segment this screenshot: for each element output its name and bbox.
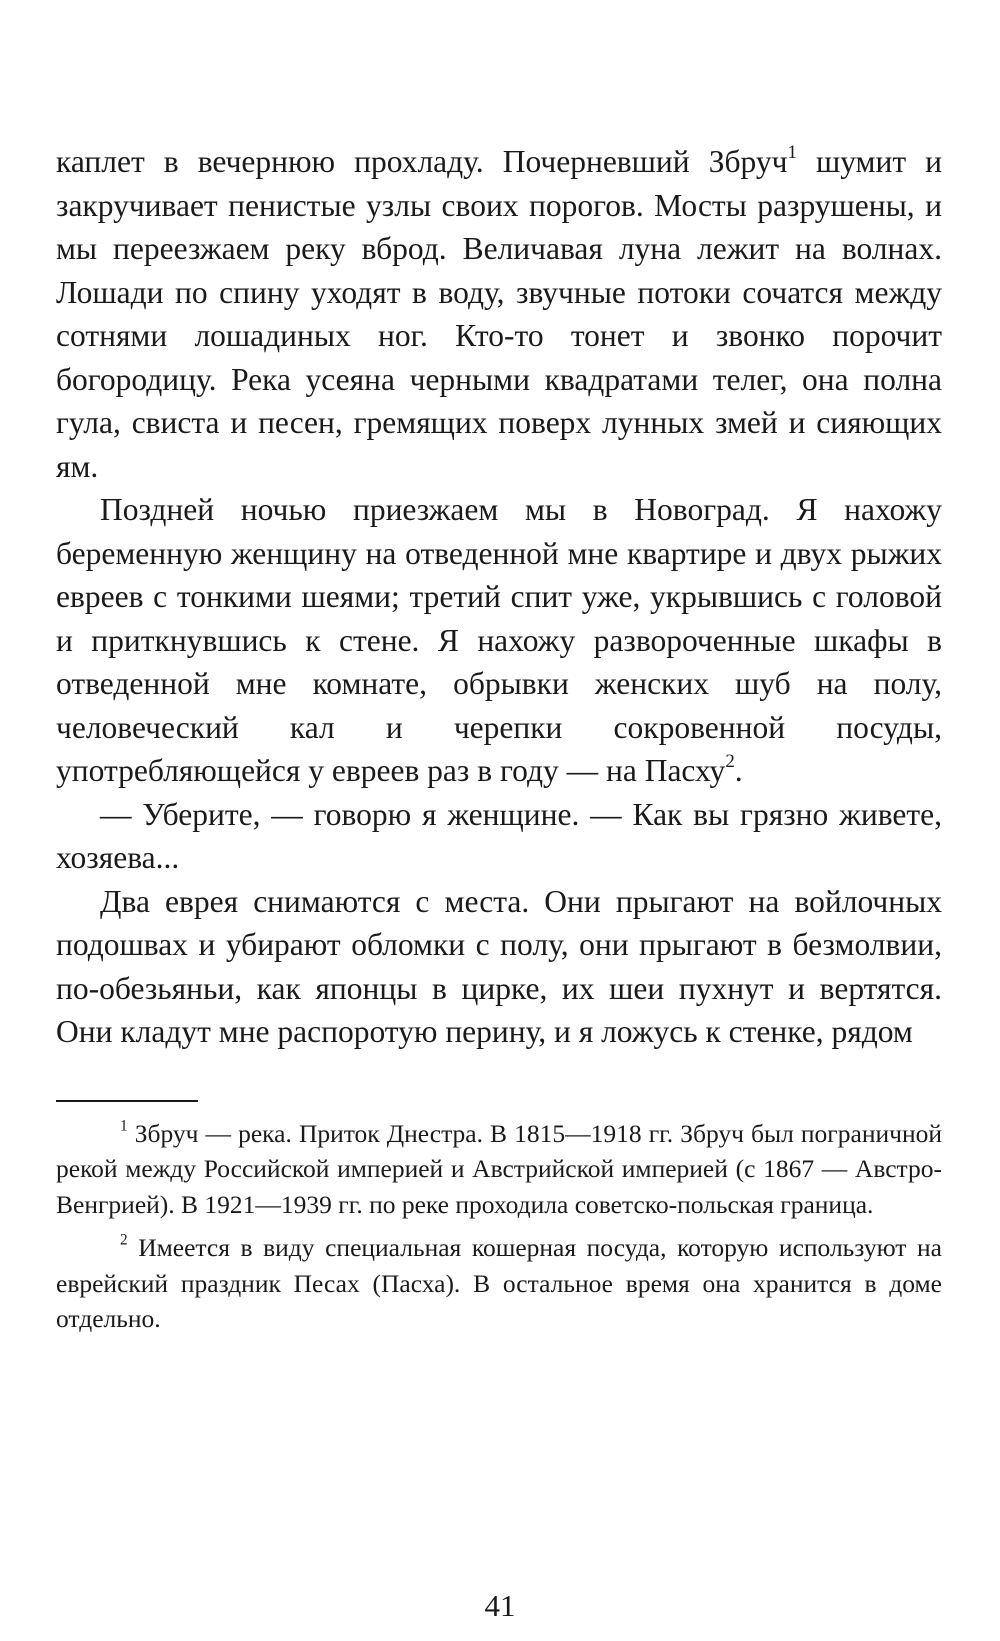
footnote-2: $^2$ Имеется в виду специальная кошерная посуда, которую используют на еврейский праздник Песах (Пасха). В остальное время она хранится в доме отдельно. xyxy=(56,1231,942,1333)
paragraph-4: Два еврея снимаются с места. Они прыгают на войлочных подошвах и убирают обломки с полу, они прыгают в безмолвии, по-обезьяньи, как японцы в цирке, их шеи пухнут и вертятся. Они кладут мне распоротую перину, и я ложусь к стенке, рядом xyxy=(56,883,942,1049)
paragraph-2: Поздней ночью приезжаем мы в Новоград. Я нахожу беременную женщину на отведенной мне квартире и двух рыжих евреев с тонкими шеями; третий спит уже, укрывшись с головой и приткнувшись к стене. Я нахожу развороченные шкафы в отведенной мне комнате, обрывки женских шуб на полу, человеческий кал и черепки сокровенной посуды, употребляющейся у евреев раз в году — на Пасху$^2$. xyxy=(56,492,942,788)
footnote-1: $^1$ Збруч — река. Приток Днестра. В 1815—1918 гг. Збруч был пограничной рекой между Российской империей и Австрийской империей (с 1867 — Австро-Венгрией). В 1921—1939 гг. по реке проходила советско-польская граница. xyxy=(56,1117,942,1219)
footnote-ref-1[interactable]: 1 xyxy=(787,141,797,163)
footnote-mark-2: 2 xyxy=(120,1231,128,1249)
paragraph-1: каплет в вечернюю прохладу. Почерневший Збруч$^1$ шумит и закручивает пенистые узлы своих порогов. Мосты разрушены, и мы переезжаем реку вброд. Величавая луна лежит на волнах. Лошади по спину уходят в воду, звучные потоки сочатся между сотнями лошадиных ног. Кто-то тонет и звонко порочит богородицу. Река усеяна черными квадратами телег, она полна гула, свиста и песен, гремящих поверх лунных змей и сияющих ям. xyxy=(56,141,942,484)
footnotes xyxy=(56,1116,942,1337)
paragraph-3: — Уберите, — говорю я женщине. — Как вы грязно живете, хозяева... xyxy=(56,796,942,875)
footnote-divider xyxy=(56,1100,198,1102)
main-text xyxy=(56,140,942,1054)
page-number: 41 xyxy=(484,1588,516,1623)
footnote-ref-2[interactable]: 2 xyxy=(725,750,735,772)
footnote-mark-1: 1 xyxy=(120,1117,128,1135)
book-page xyxy=(56,140,942,1345)
